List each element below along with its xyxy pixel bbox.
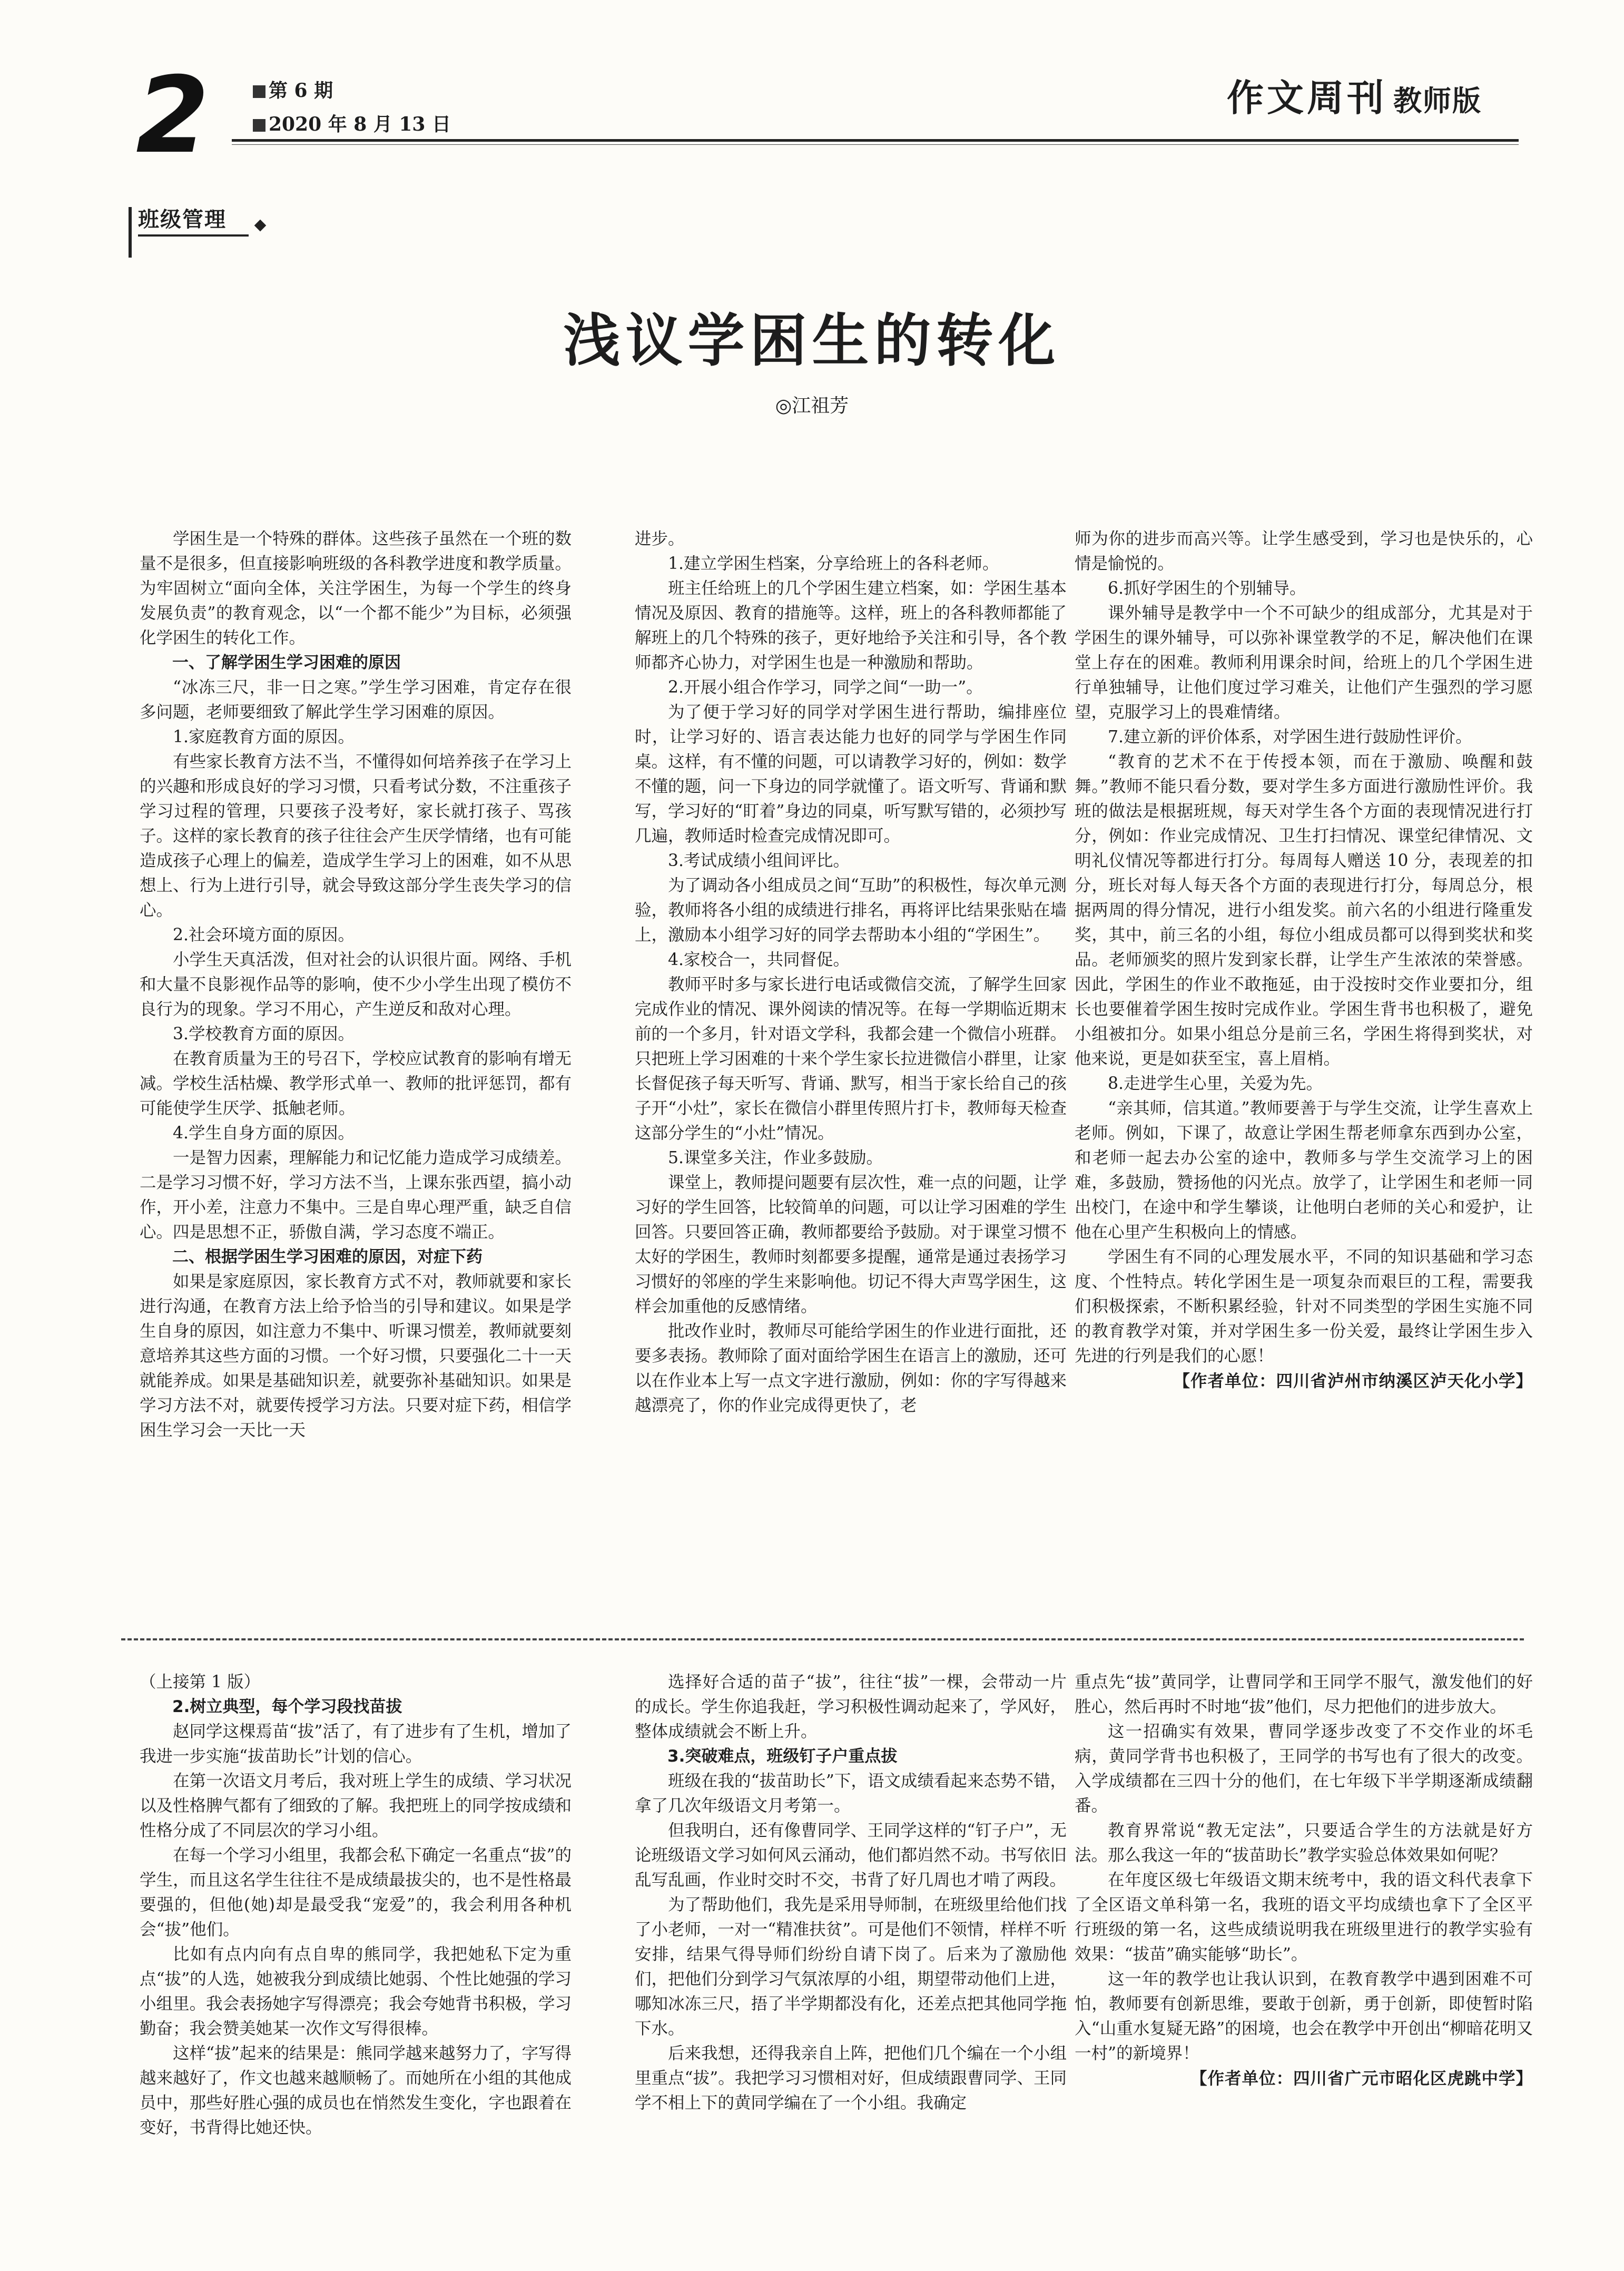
paragraph: 学困生是一个特殊的群体。这些孩子虽然在一个班的数量不是很多，但直接影响班级的各科教学进度和教学质量。为牢固树立“面向全体，关注学困生，为每一个学生的终身发展负责”的教育观念，以“一个都不能少”为目标，必须强化学困生的转化工作。 [140, 529, 572, 647]
continued-column-2 [635, 1670, 1067, 2116]
section-underline [138, 234, 249, 237]
paragraph: 后来我想，还得我亲自上阵，把他们几个编在一个小组里重点“拔”。我把学习习惯相对好，但成绩跟曹同学、王同学不相上下的黄同学编在了一个小组。我确定 [635, 2044, 1067, 2112]
issue-date: 2020 年 8 月 13 日 [269, 113, 451, 135]
paragraph: 但我明白，还有像曹同学、王同学这样的“钉子户”，无论班级语文学习如何风云涌动，他们都岿然不动。书写依旧乱写乱画，作业时交时不交，书背了好几周也才啃了两段。 [635, 1821, 1067, 1890]
issue-line [253, 74, 451, 107]
paragraph: 学困生有不同的心理发展水平，不同的知识基础和学习态度、个性特点。转化学困生是一项复杂而艰巨的工程，需要我们积极探索，不断积累经验，针对不同类型的学困生实施不同的教育教学对策，并对学困生多一份关爱，最终让学困生步入先进的行列是我们的心愿！ [1075, 1247, 1533, 1365]
article-column-3 [1075, 527, 1533, 1393]
paragraph: 1.家庭教育方面的原因。 [173, 727, 355, 746]
paragraph: 班级在我的“拔苗助长”下，语文成绩看起来态势不错，拿了几次年级语文月考第一。 [635, 1772, 1067, 1815]
paragraph: 为了调动各小组成员之间“互助”的积极性，每次单元测验，教师将各小组的成绩进行排名，再将评比结果张贴在墙上，激励本小组学习好的同学去帮助本小组的“学困生”。 [635, 876, 1067, 945]
paragraph: 重点先“拔”黄同学，让曹同学和王同学不服气，激发他们的好胜心，然后再时不时地“拔”他们，尽力把他们的进步放大。 [1075, 1673, 1533, 1716]
paragraph: 师为你的进步而高兴等。让学生感受到，学习也是快乐的，心情是愉悦的。 [1075, 529, 1533, 573]
paragraph: 8.走进学生心里，关爱为先。 [1108, 1074, 1323, 1093]
author-affiliation: 【作者单位：四川省泸州市纳溪区泸天化小学】 [1173, 1371, 1533, 1391]
paragraph: 小学生天真活泼，但对社会的认识很片面。网络、手机和大量不良影视作品等的影响，使不少小学生出现了模仿不良行为的现象。学习不用心，产生逆反和敌对心理。 [140, 950, 572, 1019]
paragraph: 如果是家庭原因，家长教育方式不对，教师就要和家长进行沟通，在教育方法上给予恰当的引导和建议。如果是学生自身的原因，如注意力不集中、听课习惯差，教师就要刻意培养其这些方面的习惯。一个好习惯，只要强化二十一天就能养成。如果是基础知识差，就要弥补基础知识。如果是学习方法不对，就要传授学习方法。只要对症下药，相信学困生学习会一天比一天 [140, 1272, 572, 1440]
section-divider [121, 1638, 1524, 1640]
page-number: 2 [136, 54, 208, 177]
subheading: 3.突破难点，班级钉子户重点拔 [667, 1747, 898, 1766]
section-label [138, 203, 227, 233]
issue-info [253, 74, 451, 141]
paragraph: 课堂上，教师提问题要有层次性，难一点的问题，让学习好的学生回答，比较简单的问题，可以让学习困难的学生回答。只要回答正确，教师都要给予鼓励。对于课堂习惯不太好的学困生，教师时刻都要多提醒，通常是通过表扬学习习惯好的邻座的学生来影响他。切记不得大声骂学困生，这样会加重他的反感情绪。 [635, 1173, 1067, 1316]
paragraph: 在第一次语文月考后，我对班上学生的成绩、学习状况以及性格脾气都有了细致的了解。我把班上的同学按成绩和性格分成了不同层次的学习小组。 [140, 1772, 572, 1840]
header-rule-thin [232, 144, 1519, 145]
subheading: 一、了解学困生学习困难的原因 [172, 653, 401, 672]
paragraph: 4.学生自身方面的原因。 [173, 1124, 355, 1143]
paragraph: 比如有点内向有点自卑的熊同学，我把她私下定为重点“拔”的人选，她被我分到成绩比她弱、个性比她强的学习小组里。我会表扬她字写得漂亮；我会夸她背书积极，学习勤奋；我会赞美她某一次作文写得很棒。 [140, 1945, 572, 2038]
paragraph: 教师平时多与家长进行电话或微信交流，了解学生回家完成作业的情况、课外阅读的情况等。在每一学期临近期末前的一个多月，针对语文学科，我都会建一个微信小班群。只把班上学习困难的十来个学生家长拉进微信小群里，让家长督促孩子每天听写、背诵、默写，相当于家长给自己的孩子开“小灶”，家长在微信小群里传照片打卡，教师每天检查这部分学生的“小灶”情况。 [635, 975, 1067, 1143]
paragraph: 1.建立学困生档案，分享给班上的各科老师。 [668, 554, 999, 573]
paragraph: 这一年的教学也让我认识到，在教育教学中遇到困难不可怕，教师要有创新思维，要敢于创新，勇于创新，即使暂时陷入“山重水复疑无路”的困境，也会在教学中开创出“柳暗花明又一村”的新境界！ [1075, 1970, 1533, 2063]
paragraph: 6.抓好学困生的个别辅导。 [1108, 579, 1306, 598]
article-title: 浅议学困生的转化 [563, 308, 1061, 374]
square-bullet-icon [253, 85, 265, 98]
paragraph: 在年度区级七年级语文期末统考中，我的语文科代表拿下了全区语文单科第一名，我班的语文平均成绩也拿下了全区平行班级的第一名，这些成绩说明我在班级里进行的教学实验有效果：“拔苗”确实能够“助长”。 [1075, 1871, 1533, 1964]
paragraph: 4.家校合一，共同督促。 [668, 950, 850, 969]
paragraph: 7.建立新的评价体系，对学困生进行鼓励性评价。 [1108, 727, 1472, 746]
diamond-icon [254, 220, 267, 232]
paragraph: 这一招确实有效果，曹同学逐步改变了不交作业的坏毛病，黄同学背书也积极了，王同学的书写也有了很大的改变。入学成绩都在三四十分的他们，在七年级下半学期逐渐成绩翻番。 [1075, 1722, 1533, 1815]
date-line [253, 107, 451, 141]
paragraph: 3.学校教育方面的原因。 [173, 1025, 355, 1044]
paragraph: 一是智力因素，理解能力和记忆能力造成学习成绩差。二是学习习惯不好，学习方法不当，上课东张西望，搞小动作，开小差，注意力不集中。三是自卑心理严重，缺乏自信心。四是思想不正，骄傲自满，学习态度不端正。 [140, 1148, 572, 1242]
paragraph: 选择好合适的苗子“拔”，往往“拔”一棵，会带动一片的成长。学生你追我赶，学习积极性调动起来了，学风好，整体成绩就会不断上升。 [635, 1673, 1067, 1741]
square-bullet-icon [253, 119, 265, 132]
issue-number: 第 6 期 [269, 80, 333, 102]
paragraph: 有些家长教育方法不当，不懂得如何培养孩子在学习上的兴趣和形成良好的学习习惯，只看考试分数，不注重孩子学习过程的管理，只要孩子没考好，家长就打孩子、骂孩子。这样的家长教育的孩子往往会产生厌学情绪，也有可能造成孩子心理上的偏差，造成学生学习上的困难，如不从思想上、行为上进行引导，就会导致这部分学生丧失学习的信心。 [140, 752, 572, 920]
article-column-2 [635, 527, 1067, 1418]
continued-column-1 [140, 1670, 572, 2140]
paragraph: 2.社会环境方面的原因。 [173, 926, 355, 945]
paragraph: 3.考试成绩小组间评比。 [668, 851, 850, 870]
brand-name: 作文周刊 [1227, 76, 1387, 120]
paragraph: “教育的艺术不在于传授本领，而在于激励、唤醒和鼓舞。”教师不能只看分数，要对学生多方面进行激励性评价。我班的做法是根据班规，每天对学生各个方面的表现情况进行打分，例如：作业完成情况、卫生打扫情况、课堂纪律情况、文明礼仪情况等都进行打分。每周每人赠送 10 分，表现差的扣分，班长对每人每天各个方面的表现进行打分，每周总分，根据两周的得分情况，进行小组发奖。前六名的小组进行隆重发奖，其中，前三名的小组，每位小组成员都可以得到奖状和奖品。老师颁奖的照片发到家长群，让学生产生浓浓的荣誉感。因此，学困生的作业不敢拖延，由于没按时交作业要扣分，组长也要催着学困生按时完成作业。学困生背书也积极了，避免小组被扣分。如果小组总分是前三名，学困生将得到奖状，对他来说，更是如获至宝，喜上眉梢。 [1075, 752, 1533, 1068]
paragraph: 5.课堂多关注，作业多鼓励。 [668, 1148, 883, 1167]
paragraph: 进步。 [635, 529, 685, 548]
paragraph: 赵同学这棵焉苗“拔”活了，有了进步有了生机，增加了我进一步实施“拔苗助长”计划的信心。 [140, 1722, 572, 1766]
paragraph: 班主任给班上的几个学困生建立档案，如：学困生基本情况及原因、教育的措施等。这样，班上的各科教师都能了解班上的几个特殊的孩子，更好地给予关注和引导，各个教师都齐心协力，对学困生也是一种激励和帮助。 [635, 579, 1067, 672]
continued-column-3 [1075, 1670, 1533, 2091]
paragraph: “冰冻三尺，非一日之寒。”学生学习困难，肯定存在很多问题，老师要细致了解此学生学习困难的原因。 [140, 678, 572, 722]
header-rule [232, 139, 1519, 142]
author-affiliation: 【作者单位：四川省广元市昭化区虎跳中学】 [1190, 2069, 1533, 2088]
article-column-1 [140, 527, 572, 1443]
paragraph: 在每一个学习小组里，我都会私下确定一名重点“拔”的学生，而且这名学生往往不是成绩最拔尖的，也不是性格最要强的，但他(她)却是最受我“宠爱”的，我会利用各种机会“拔”他们。 [140, 1846, 572, 1939]
paragraph: 在教育质量为王的号召下，学校应试教育的影响有增无减。学校生活枯燥、教学形式单一、教师的批评惩罚，都有可能使学生厌学、抵触老师。 [140, 1049, 572, 1118]
paragraph: 2.开展小组合作学习，同学之间“一助一”。 [668, 678, 983, 697]
paragraph: 批改作业时，教师尽可能给学困生的作业进行面批，还要多表扬。教师除了面对面给学困生在语言上的激励，还可以在作业本上写一点文字进行激励，例如：你的字写得越来越漂亮了，你的作业完成得更快了，老 [635, 1322, 1067, 1415]
paragraph: （上接第 1 版） [140, 1673, 261, 1692]
article-author: ◎江祖芳 [775, 395, 849, 417]
paragraph: 教育界常说“教无定法”，只要适合学生的方法就是好方法。那么我这一年的“拔苗助长”教学实验总体效果如何呢？ [1075, 1821, 1533, 1865]
subheading: 二、根据学困生学习困难的原因，对症下药 [172, 1247, 483, 1266]
paragraph: “亲其师，信其道。”教师要善于与学生交流，让学生喜欢上老师。例如，下课了，故意让学困生帮老师拿东西到办公室，和老师一起去办公室的途中，教师多与学生交流学习上的困难，多鼓励，赞扬他的闪光点。放学了，让学困生和老师一同出校门，在途中和学生攀谈，让他明白老师的关心和爱护，让他在心里产生积极向上的情感。 [1075, 1099, 1533, 1242]
section-title: 班级管理 [138, 208, 227, 232]
edition-name: 教师版 [1393, 84, 1482, 117]
paragraph: 课外辅导是教学中一个不可缺少的组成部分，尤其是对于学困生的课外辅导，可以弥补课堂教学的不足，解决他们在课堂上存在的困难。教师利用课余时间，给班上的几个学困生进行单独辅导，让他们度过学习难关，让他们产生强烈的学习愿望，克服学习上的畏难情绪。 [1075, 604, 1533, 722]
paragraph: 这样“拔”起来的结果是：熊同学越来越努力了，字写得越来越好了，作文也越来越顺畅了。而她所在小组的其他成员中，那些好胜心强的成员也在悄然发生变化，字也跟着在变好，书背得比她还快。 [140, 2044, 572, 2137]
paragraph: 为了便于学习好的同学对学困生进行帮助，编排座位时，让学习好的、语言表达能力也好的同学与学困生作同桌。这样，有不懂的问题，可以请教学习好的，例如：数学不懂的题，问一下身边的同学就懂了。语文听写、背诵和默写，学习好的“盯着”身边的同桌，听写默写错的，必须抄写几遍，教师适时检查完成情况即可。 [635, 703, 1067, 846]
paragraph: 为了帮助他们，我先是采用导师制，在班级里给他们找了小老师，一对一“精准扶贫”。可是他们不领情，样样不听安排，结果气得导师们纷纷自请下岗了。后来为了激励他们，把他们分到学习气氛浓厚的小组，期望带动他们上进，哪知冰冻三尺，捂了半学期都没有化，还差点把其他同学拖下水。 [635, 1895, 1067, 2038]
subheading: 2.树立典型，每个学习段找苗拔 [172, 1697, 402, 1716]
section-bar-icon [129, 207, 132, 258]
publication-brand [1227, 68, 1482, 122]
